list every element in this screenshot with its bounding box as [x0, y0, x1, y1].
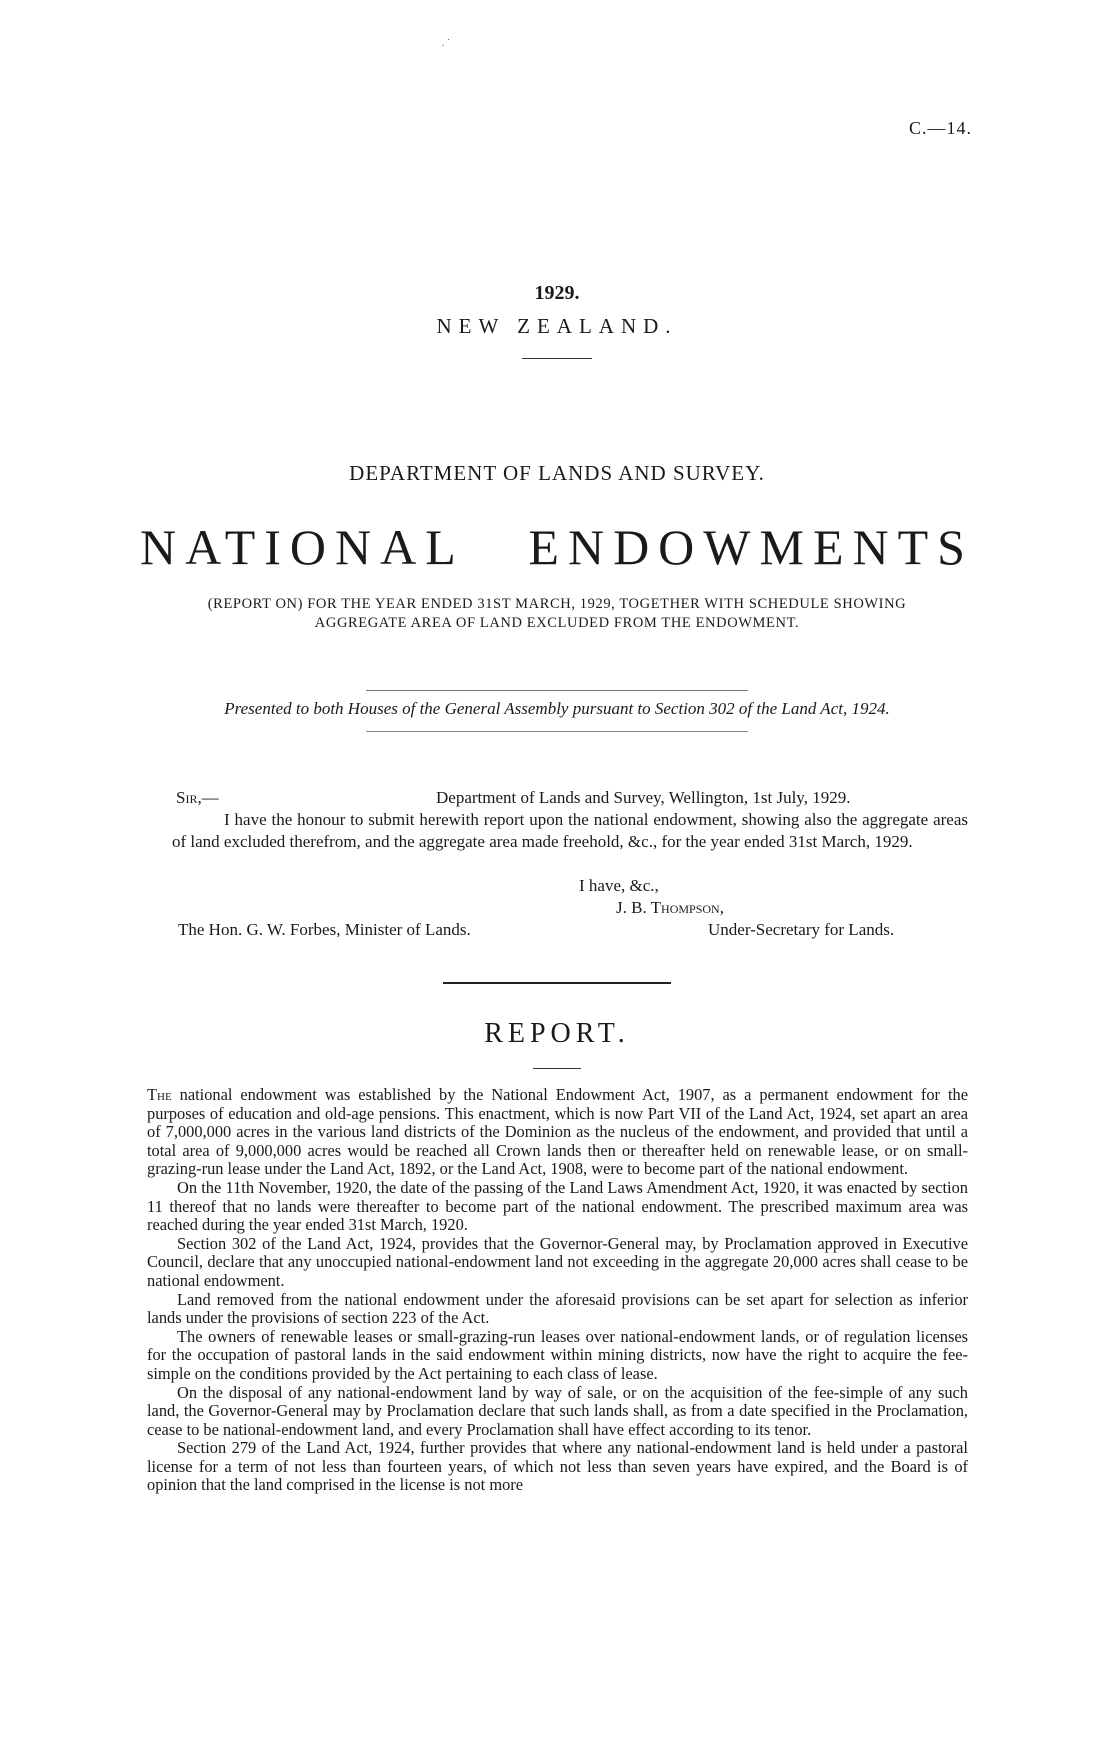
letter-signer-title: Under-Secretary for Lands. — [708, 920, 895, 939]
report-paragraph-1 — [147, 1086, 968, 1179]
department-heading: DEPARTMENT OF LANDS AND SURVEY. — [349, 461, 765, 485]
subtitle — [0, 595, 1114, 633]
country-heading: NEW ZEALAND. — [436, 314, 678, 338]
presented-note: Presented to both Houses of the General Assembly pursuant to Section 302 of the Land Act, 1924. — [224, 699, 890, 718]
report-paragraph-6: On the disposal of any national-endowment land by way of sale, or on the acquisition of the fee-simple of any such land, the Governor-General may by Proclamation declare that such lands shall, as from a date specified in the Proclamation, cease to be national-endowment land, and every Proclamation shall have effect according to its tenor. — [147, 1382, 968, 1439]
stray-marks: . ˙ — [442, 38, 451, 49]
report-heading: REPORT. — [484, 1018, 630, 1049]
divider-above-presented — [366, 690, 748, 691]
letter-closing: I have, &c., — [579, 876, 659, 895]
divider-section — [443, 982, 671, 984]
report-body — [147, 1086, 968, 1495]
report-paragraph-2: On the 11th November, 1920, the date of the passing of the Land Laws Amendment Act, 1920, it was enacted by section 11 thereof that no lands were thereafter to become part of the national endowment. The prescribed maximum area was reached during the year ended 31st March, 1920. — [147, 1177, 968, 1235]
divider-below-presented — [366, 731, 748, 732]
letter-body: I have the honour to submit herewith report upon the national endowment, showing also the aggregate areas of land excluded therefrom, and the aggregate area made freehold, &c., for the year ended 31st March, 1929. — [172, 810, 968, 851]
report-paragraph-1-text: national endowment was established by the National Endowment Act, 1907, as a permanent endowment for the purposes of education and old-age pensions. This enactment, which is now Part VII of the Land Act, 1924, set apart an area of 7,000,000 acres in the various land districts of the Dominion as the nucleus of the endowment, and provided that until a total area of 9,000,000 acres would be reached all Crown lands then or thereafter held on renewable lease, or on small-grazing-run lease under the Land Act, 1892, or the Land Act, 1908, were to become part of the national endowment. — [147, 1085, 968, 1179]
report-paragraph-5: The owners of renewable leases or small-grazing-run leases over national-endowment lands, or of regulation licenses for the occupation of pastoral lands in the said endowment within mining districts, now have the right to acquire the fee-simple on the conditions provided by the Act pertaining to each class of lease. — [147, 1326, 968, 1383]
letter-addressee: The Hon. G. W. Forbes, Minister of Lands. — [178, 920, 471, 939]
subtitle-line-2: AGGREGATE AREA OF LAND EXCLUDED FROM THE ENDOWMENT. — [314, 615, 800, 631]
letter-dateline: Department of Lands and Survey, Wellington, 1st July, 1929. — [436, 788, 851, 807]
report-lead-word: The — [147, 1085, 172, 1104]
report-paragraph-4: Land removed from the national endowment under the aforesaid provisions can be set apart for selection as inferior lands under the provisions of section 223 of the Act. — [147, 1289, 968, 1328]
letter-salutation: Sir,— — [176, 788, 219, 807]
page-title: NATIONAL ENDOWMENTS — [140, 519, 974, 575]
document-reference: C.—14. — [908, 118, 972, 138]
report-paragraph-7: Section 279 of the Land Act, 1924, further provides that where any national-endowment land is held under a pastoral license for a term of not less than fourteen years, of which not less than seven years have expired, and the Board is of opinion that the land comprised in the license is not more — [147, 1438, 968, 1495]
year-heading: 1929. — [534, 282, 580, 304]
divider-short — [522, 358, 592, 359]
letter-signer: J. B. Thompson, — [616, 898, 724, 917]
report-paragraph-3: Section 302 of the Land Act, 1924, provides that the Governor-General may, by Proclamation approved in Executive Council, declare that any unoccupied national-endowment land not exceeding in the aggregate 20,000 acres shall cease to be national endowment. — [147, 1233, 968, 1290]
divider-report — [533, 1068, 581, 1069]
subtitle-line-1: (REPORT ON) FOR THE YEAR ENDED 31ST MARCH, 1929, TOGETHER WITH SCHEDULE SHOWING — [207, 596, 907, 612]
